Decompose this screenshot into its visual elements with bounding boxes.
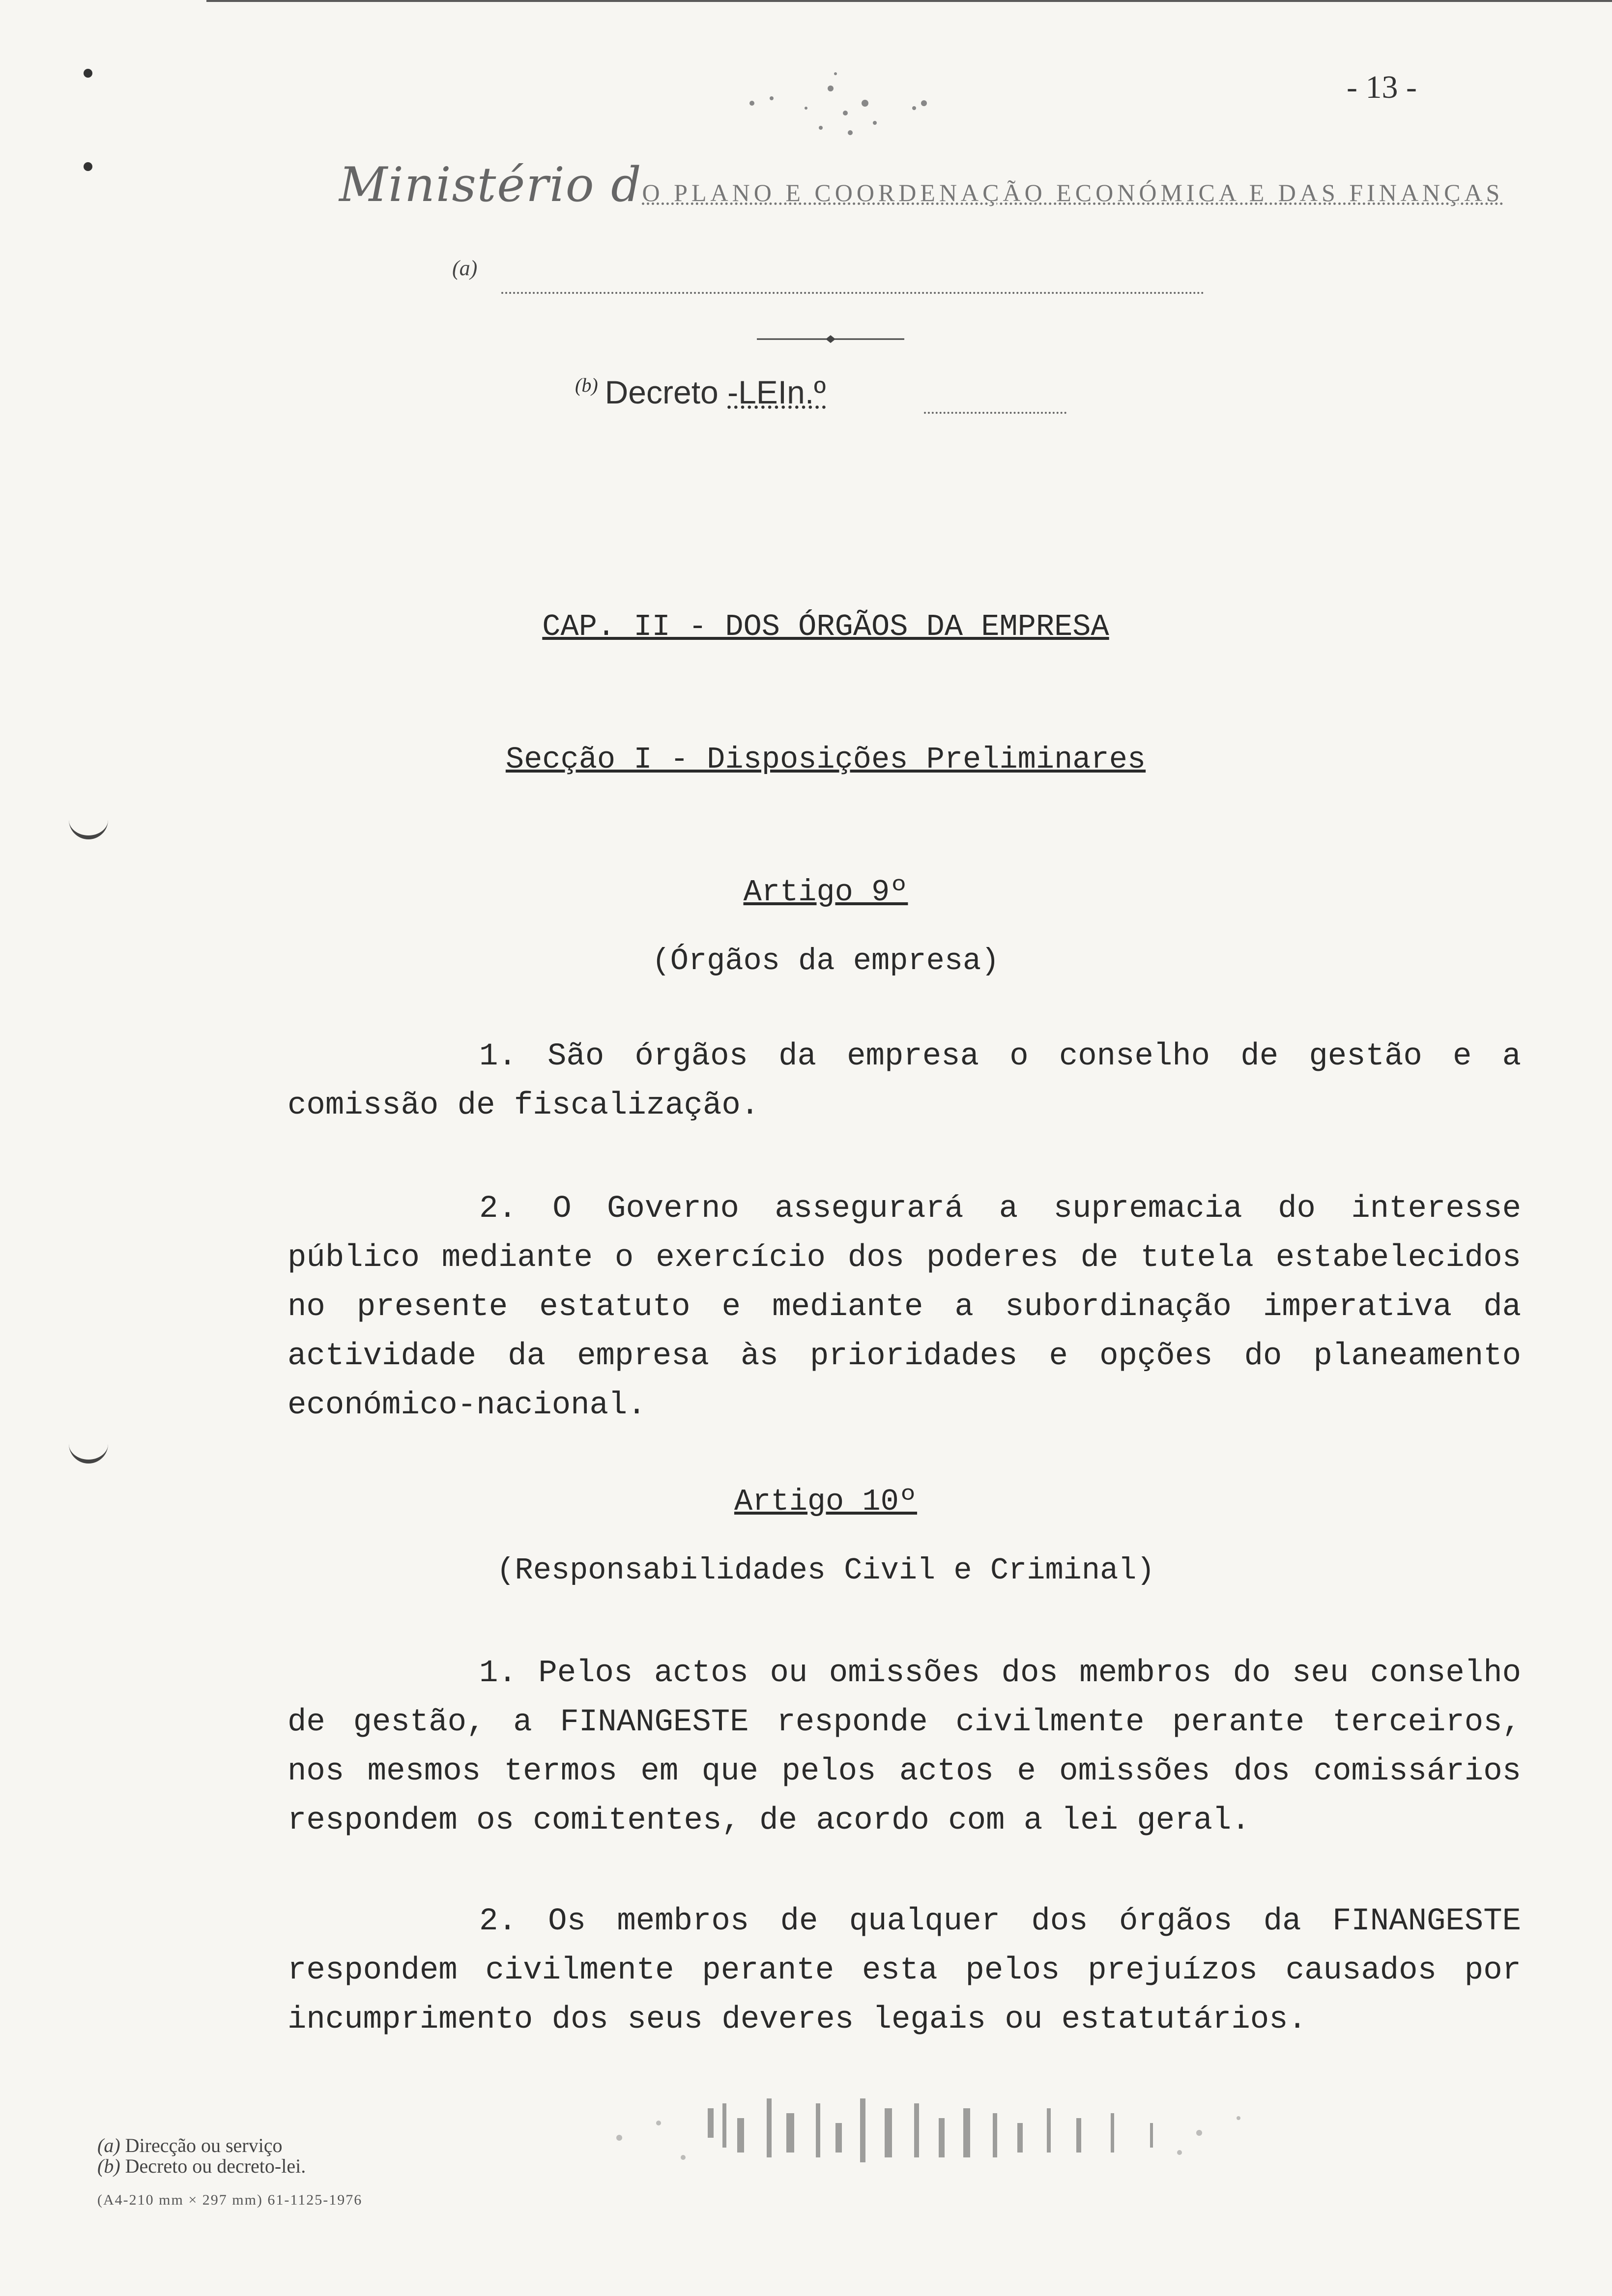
- article-10-subtitle: (Responsabilidades Civil e Criminal): [496, 1553, 1155, 1588]
- decree-line: [575, 373, 826, 411]
- ministry-header-name: O PLANO E COORDENAÇÃO ECONÓMICA E DAS FINANÇAS: [642, 179, 1504, 206]
- article-9-paragraph-1: [288, 1032, 1521, 1130]
- footnotes: [97, 2135, 306, 2177]
- article-10-paragraph-2-text: 2. Os membros de qualquer dos órgãos da FINANGESTE respondem civilmente perante esta pelos prejuízos causados por incumprimento dos seus deveres legais ou estatutários.: [288, 1904, 1521, 2038]
- article-9-subtitle: (Órgãos da empresa): [652, 944, 1000, 978]
- article-9-paragraph-2: [288, 1184, 1521, 1430]
- decree-text: Decreto: [604, 374, 719, 410]
- decree-number-fill-line: [924, 412, 1066, 414]
- ministry-header: [339, 157, 1578, 212]
- footnote-a: [97, 2135, 306, 2156]
- decree-b-label: (b): [575, 374, 598, 396]
- service-fill-line: [501, 292, 1204, 294]
- punch-hole-mark: [69, 811, 108, 839]
- article-9-title: Artigo 9º: [743, 875, 908, 910]
- article-10-paragraph-1: [288, 1649, 1521, 1845]
- margin-dot: [84, 69, 92, 78]
- page-number: - 13 -: [1347, 69, 1417, 105]
- footnote-b-label: (b): [97, 2155, 120, 2177]
- article-10-paragraph-1-text: 1. Pelos actos ou omissões dos membros do seu conselho de gestão, a FINANGESTE responde civilmente perante terceiros, nos mesmos termos em que pelos actos e omissões dos comissários respondem os comitentes, de acordo com a lei geral.: [288, 1656, 1521, 1838]
- section-title: Secção I - Disposições Preliminares: [505, 742, 1146, 777]
- article-9-paragraph-1-text: 1. São órgãos da empresa o conselho de gestão e a comissão de fiscalização.: [288, 1039, 1521, 1123]
- margin-dot: [84, 162, 92, 171]
- line-a-label: (a): [452, 256, 478, 280]
- ornament-divider: [757, 334, 904, 344]
- article-10-paragraph-2: [288, 1897, 1521, 2044]
- punch-hole-mark: [69, 1435, 108, 1464]
- article-10-title: Artigo 10º: [734, 1484, 918, 1519]
- decree-number-label: -LEIn.º: [727, 374, 826, 410]
- form-code: (A4-210 mm × 297 mm) 61-1125-1976: [97, 2192, 363, 2208]
- ministry-header-script: Ministério d: [339, 157, 642, 212]
- footnote-b-text: Decreto ou decreto-lei.: [125, 2155, 306, 2177]
- scan-noise: [560, 2089, 1297, 2177]
- footnote-b: [97, 2156, 306, 2177]
- footnote-a-label: (a): [97, 2134, 120, 2156]
- article-9-paragraph-2-text: 2. O Governo assegurará a supremacia do interesse público mediante o exercício dos poderes de tutela estabelecidos no presente estatuto e mediante a subordinação imperativa da actividade da empresa às prioridades e opções do planeamento económico-nacional.: [288, 1191, 1521, 1423]
- footnote-a-text: Direcção ou serviço: [125, 2134, 283, 2156]
- top-border-line: [206, 0, 1612, 2]
- faint-seal-stamp: [718, 59, 963, 143]
- chapter-title: CAP. II - DOS ÓRGÃOS DA EMPRESA: [542, 609, 1109, 644]
